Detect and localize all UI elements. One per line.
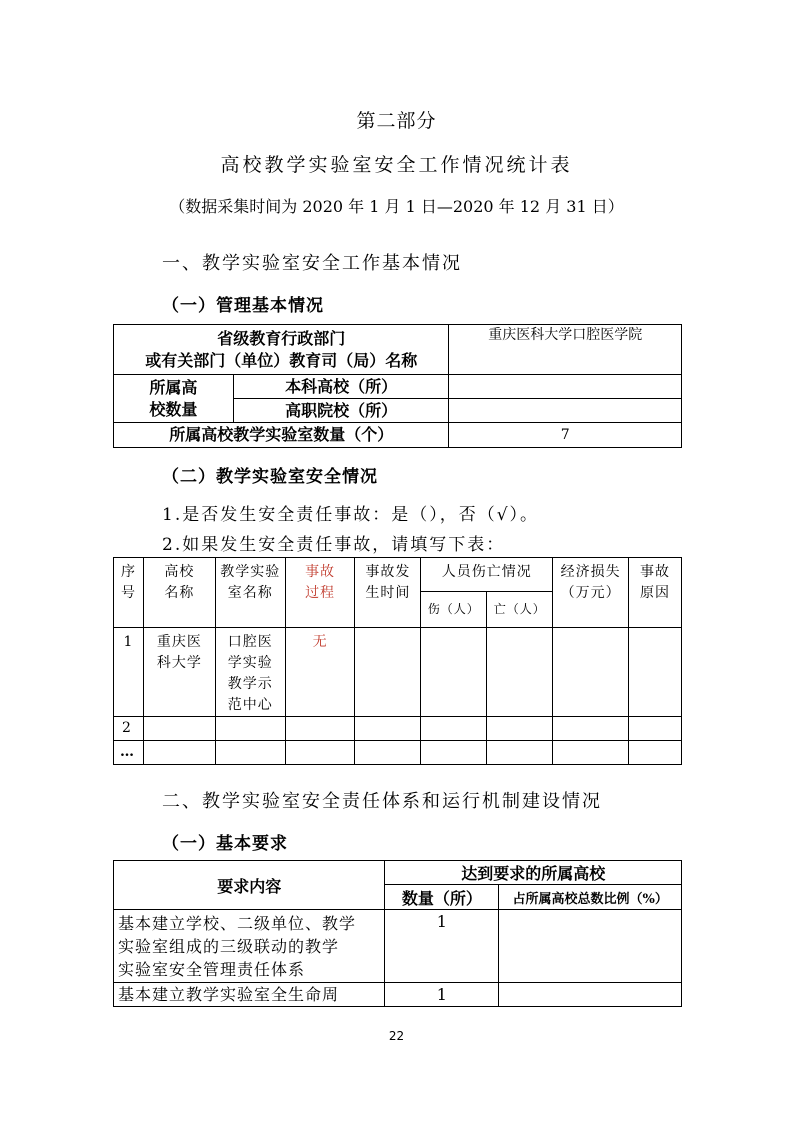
req-line2: 实验室组成的三级联动的教学 [118,936,340,956]
req-header: 要求内容 [114,861,385,910]
dept-label-line1: 省级教育行政部门 [217,328,346,348]
table-row [114,628,682,717]
school-count-label-line2: 校数量 [149,399,198,419]
req-cell [114,983,385,1007]
question-2: 2.如果发生安全责任事故，请填写下表： [162,535,506,555]
row-cause [629,628,682,717]
header-time-line1: 事故发 [365,564,411,580]
header-loss [553,558,629,628]
undergrad-label: 本科高校（所） [233,375,449,399]
header-lab-line2: 室名称 [227,585,273,601]
management-info-table [113,324,682,448]
req-line3: 实验室安全管理责任体系 [118,959,306,979]
page-title: 高校教学实验室安全工作情况统计表 [220,154,573,176]
header-school-line2: 名称 [164,585,195,601]
header-lab [215,558,285,628]
header-seq-line1: 序 [120,564,136,580]
subsection-1-1-title: （一）管理基本情况 [162,296,324,316]
row-lab-line3: 教学示 [227,676,273,692]
header-injured: 伤（人） [421,592,487,628]
group-header: 达到要求的所属高校 [385,861,682,885]
question-1: 1.是否发生安全责任事故：是（），否（√）。 [162,505,540,525]
header-lab-line1: 教学实验 [220,564,281,580]
header-loss-line1: 经济损失 [560,564,621,580]
vocational-value [449,399,682,423]
header-loss-line2: （万元） [560,585,621,601]
section-2-title: 二、教学实验室安全责任体系和运行机制建设情况 [162,791,602,812]
subsection-1-2-title: （二）教学实验室安全情况 [162,467,378,487]
page-number: 22 [388,1029,405,1043]
row-lab-line2: 学实验 [227,655,273,671]
header-cause-line1: 事故 [640,564,671,580]
ratio-cell [499,983,682,1007]
dept-value-cell [449,325,682,375]
date-range: （数据采集时间为 2020 年 1 月 1 日—2020 年 12 月 31 日） [169,197,624,216]
header-seq [114,558,144,628]
header-dead: 亡（人） [487,592,553,628]
accident-table [113,557,682,765]
count-header: 数量（所） [385,885,499,910]
table-row [114,983,682,1007]
row-school-line1: 重庆医 [156,634,202,650]
undergrad-value [449,375,682,399]
subsection-2-1-title: （一）基本要求 [162,834,288,854]
school-count-label-line1: 所属高 [149,377,198,397]
header-process [285,558,355,628]
req-line1: 基本建立学校、二级单位、教学 [118,913,357,933]
row-process: 无 [285,628,355,717]
header-time-line2: 生时间 [365,585,411,601]
row-school-line2: 科大学 [156,655,202,671]
school-count-label-cell [114,375,234,423]
header-process-line1: 事故 [305,564,336,580]
header-cause [629,558,682,628]
row-injured [421,628,487,717]
header-cause-line2: 原因 [640,585,671,601]
row-seq: 1 [114,628,144,717]
row-dead [487,628,553,717]
row-school [143,628,215,717]
ratio-header: 占所属高校总数比例（%） [499,885,682,910]
dept-label-cell [114,325,449,375]
req-cell [114,910,385,983]
lab-count-label: 所属高校教学实验室数量（个） [114,423,449,448]
lab-count-value: 7 [449,423,682,448]
req-line1: 基本建立教学实验室全生命周 [118,985,340,1004]
vocational-label: 高职院校（所） [233,399,449,423]
row-lab-line1: 口腔医 [227,634,273,650]
table-row [114,717,682,741]
ratio-cell [499,910,682,983]
header-process-line2: 过程 [305,585,336,601]
row-lab [215,628,285,717]
part-title: 第二部分 [356,110,437,132]
header-casualty: 人员伤亡情况 [421,558,553,592]
dept-label-line2: 或有关部门（单位）教育司（局）名称 [145,350,418,370]
row-lab-line4: 范中心 [227,697,273,713]
section-1-title: 一、教学实验室安全工作基本情况 [162,253,462,274]
table-row [114,910,682,983]
dept-value: 重庆医科大学口腔医学院 [488,327,643,343]
row-seq: … [114,741,144,765]
row-time [355,628,421,717]
count-cell: 1 [385,983,499,1007]
header-time [355,558,421,628]
row-loss [553,628,629,717]
header-seq-line2: 号 [120,585,136,601]
header-school [143,558,215,628]
header-school-line1: 高校 [164,564,195,580]
count-cell: 1 [385,910,499,983]
table-row [114,741,682,765]
requirements-table [113,860,682,1007]
row-seq: 2 [114,717,144,741]
